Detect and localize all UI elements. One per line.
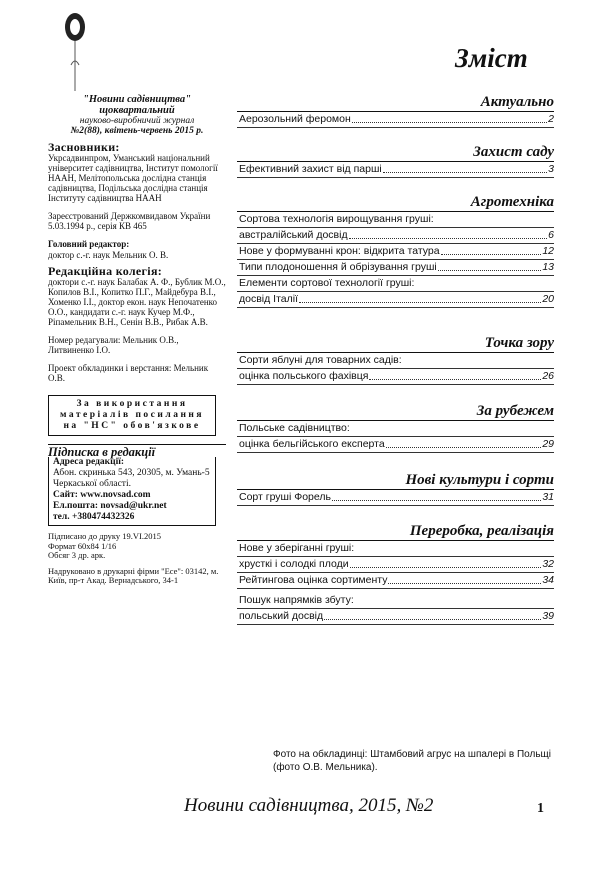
phone: тел. +380474432326 <box>53 512 135 522</box>
founders-text: Укрсадвинпром, Уманський національний університет садівництва, Інститут помології НААН, Мелітопольська дослідна станція садівництва, Подільська дослідна станція Інституту садівництва НААН <box>48 153 218 203</box>
journal-frequency: щоквартальний <box>99 104 175 116</box>
registration: Зареєстрований Держкомвидавом України 5.03.1994 р., серія КВ 465 <box>48 211 211 231</box>
footer-journal: Новини садівництва, 2015, №2 <box>184 795 434 816</box>
section-heading: Захист саду <box>237 144 554 162</box>
toc-entry-line[interactable]: Сортова технологія вирощування груші: <box>237 212 554 228</box>
toc-section <box>237 194 554 308</box>
section-heading: Точка зору <box>237 335 554 353</box>
section-heading: Переробка, реалізація <box>237 523 554 541</box>
toc-entry[interactable]: Сорт груші Форель 31 <box>237 490 554 506</box>
page-number: 1 <box>537 801 544 816</box>
toc-entry-line[interactable]: Пошук напрямків збуту: <box>237 593 554 609</box>
toc-entry-line[interactable]: Польське садівництво: <box>237 421 554 437</box>
toc-entry[interactable]: хрусткі і солодкі плоди 32 <box>237 557 554 573</box>
toc-section <box>237 94 554 128</box>
toc-section <box>237 523 554 625</box>
print-volume: Обсяг 3 др. арк. <box>48 550 106 560</box>
site-link[interactable]: Сайт: www.novsad.com <box>53 490 151 500</box>
journal-title: "Новини садівництва" <box>83 94 191 105</box>
founders-heading: Засновники: <box>48 140 120 154</box>
toc-entry[interactable]: оцінка бельгійського експерта 29 <box>237 437 554 453</box>
section-heading: Актуально <box>237 94 554 112</box>
masthead <box>48 95 226 586</box>
journal-issue: №2(88), квітень-червень 2015 р. <box>70 126 204 136</box>
toc-entry[interactable]: польський досвід 39 <box>237 609 554 625</box>
print-format: Формат 60х84 1/16 <box>48 540 117 551</box>
print-date: Підписано до друку 19.VI.2015 <box>48 531 162 541</box>
contact-block <box>48 457 216 526</box>
design-credits: Проект обкладинки і верстання: Мельник О.В. <box>48 363 209 383</box>
toc-section <box>237 335 554 385</box>
address-label: Адреса редакції: <box>53 457 125 467</box>
toc-entry[interactable]: досвід Італії 20 <box>237 292 554 308</box>
toc-entry[interactable]: оцінка польського фахівця 26 <box>237 369 554 385</box>
toc-title: Зміст <box>455 43 528 73</box>
board-text: доктори с.-г. наук Балабак А. Ф., Бублик М.О., Копилов В.І., Копитко П.Г., Майдебура В.І., Хоменко І.І., доктор екон. наук Непочатенко О.О., кандидати с.-г. наук Кучер М.Ф., Ріпамельник В.Н., Сенін В.В., Рибак А.В. <box>48 277 226 327</box>
address: Абон. скринька 543, 20305, м. Умань-5 Черкаської області. <box>53 468 210 489</box>
toc-section <box>237 403 554 453</box>
toc-entry-line[interactable]: Нове у зберіганні груші: <box>237 541 554 557</box>
printed-at: Надруковано в друкарні фірми "Есе": 03142, м. Київ, пр-т Акад. Вернадського, 34-1 <box>48 565 219 585</box>
section-heading: Нові культури і сорти <box>237 472 554 490</box>
email-link[interactable]: Ел.пошта: novsad@ukr.net <box>53 501 167 511</box>
toc-section <box>237 472 554 506</box>
toc-entry[interactable]: австралійський досвід 6 <box>237 228 554 244</box>
toc-entry[interactable]: Типи плодоношення й обрізування груші 13 <box>237 260 554 276</box>
toc-entry[interactable]: Ефективний захист від парші 3 <box>237 162 554 178</box>
section-heading: За рубежем <box>237 403 554 421</box>
board-heading: Редакційна колегія: <box>48 264 163 278</box>
journal-type: науково-виробничий журнал <box>79 116 195 126</box>
toc-section <box>237 144 554 178</box>
subscription-heading: Підписка в редакції <box>48 444 226 457</box>
section-heading: Агротехніка <box>237 194 554 212</box>
toc-entry-line[interactable]: Сорти яблуні для товарних садів: <box>237 353 554 369</box>
toc-entry[interactable]: Аерозольний феромон 2 <box>237 112 554 128</box>
journal-logo <box>55 5 95 95</box>
chief-editor-label: Головний редактор: <box>48 239 130 249</box>
toc-entry[interactable]: Рейтингова оцінка сортименту 34 <box>237 573 554 589</box>
copyright-notice: За використання матеріалів посилання на "НС" обов'язкове <box>48 395 216 436</box>
typeset-credits: Номер редагували: Мельник О.В., Литвиненко І.О. <box>48 335 179 355</box>
photo-caption: Фото на обкладинці: Штамбовий агрус на шпалері в Польщі (фото О.В. Мельника). <box>273 749 552 773</box>
chief-editor: доктор с.-г. наук Мельник О. В. <box>48 250 169 260</box>
toc-entry[interactable]: Нове у формуванні крон: відкрита татура 12 <box>237 244 554 260</box>
toc-entry-line[interactable]: Елементи сортової технології груші: <box>237 276 554 292</box>
